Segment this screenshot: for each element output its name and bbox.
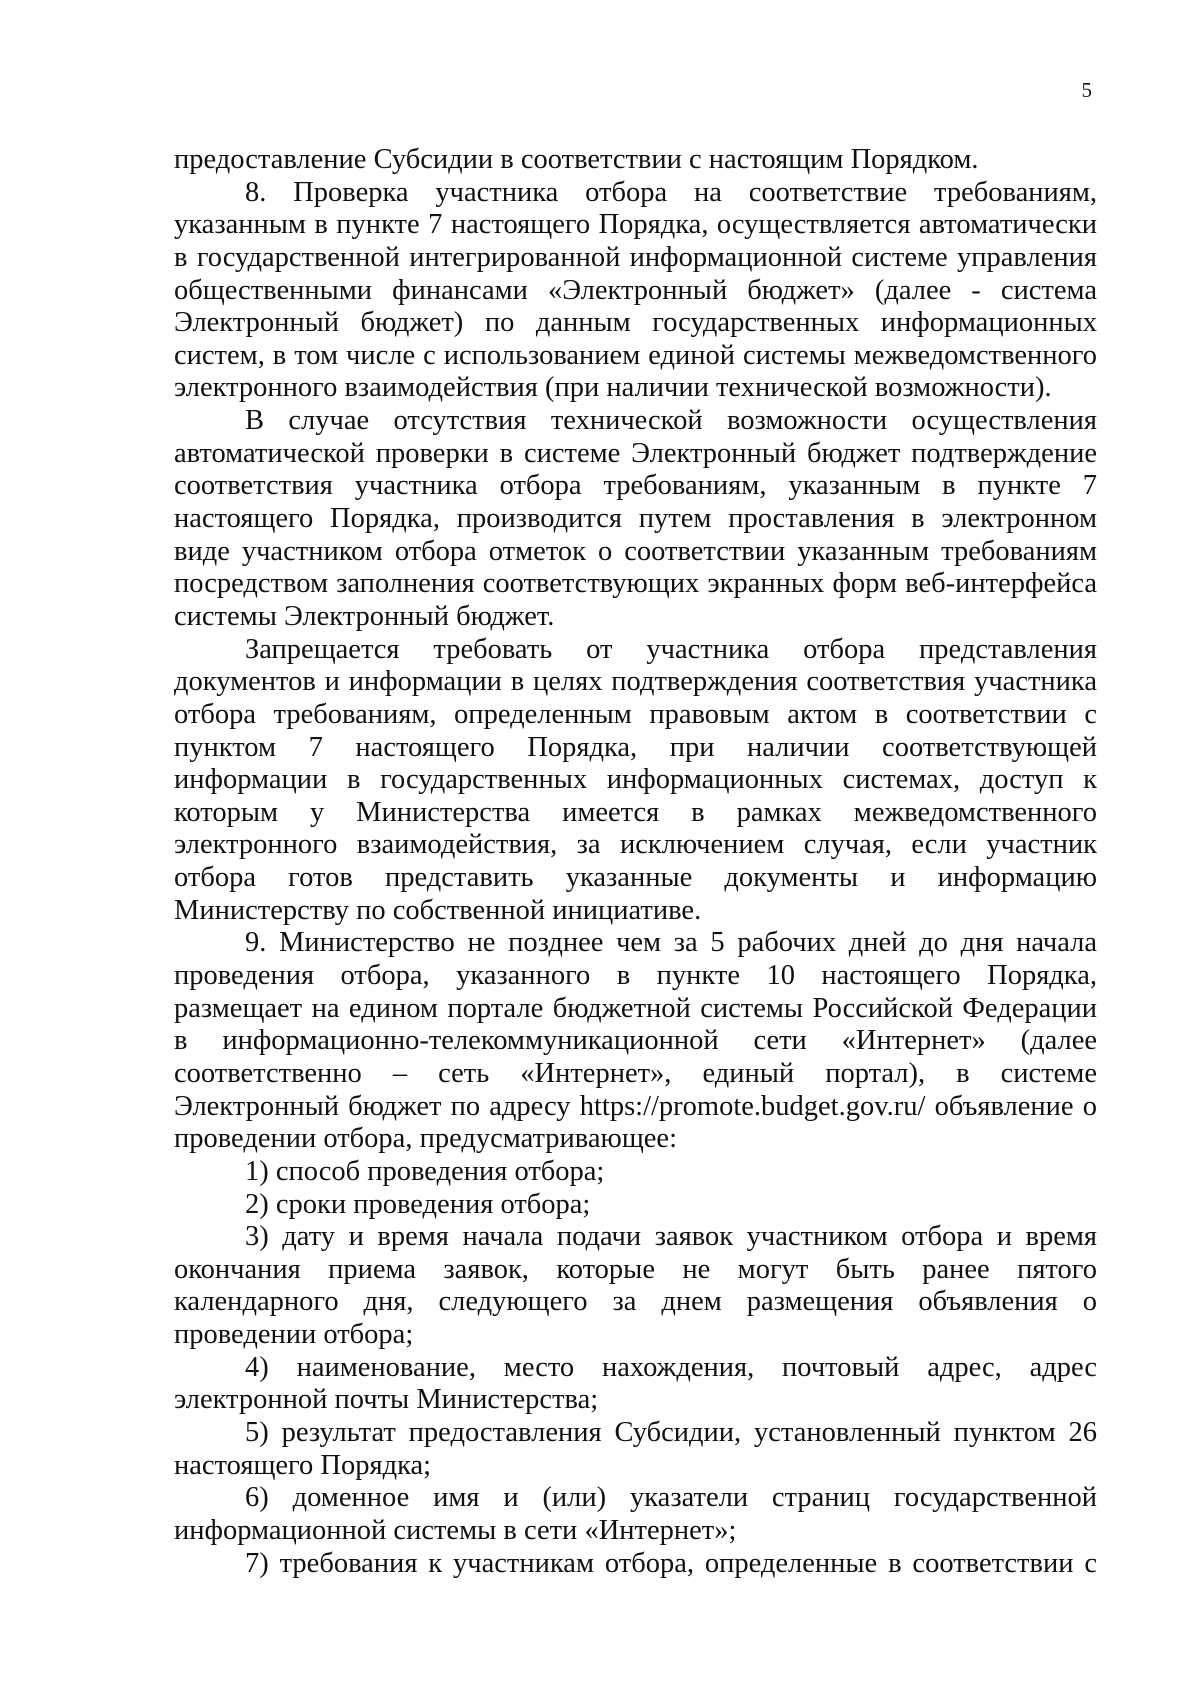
text-line: настоящего Порядка; bbox=[174, 1449, 432, 1481]
page-number: 5 bbox=[1081, 78, 1092, 102]
text-line: посредством заполнения соответствующих экранных форм веб-интерфейса bbox=[174, 568, 1097, 600]
text-line: в информационно-телекоммуникационной сети «Интернет» (далее bbox=[174, 1025, 1097, 1057]
text-line: пунктом 7 настоящего Порядка, при наличии соответствующей bbox=[174, 731, 1097, 763]
text-line: системы Электронный бюджет. bbox=[174, 600, 555, 632]
text-line: соответствия участника отбора требованиям, указанным в пункте 7 bbox=[174, 470, 1097, 502]
text-line: электронного взаимодействия (при наличии технической возможности). bbox=[174, 372, 1052, 404]
document-body bbox=[174, 144, 1097, 1580]
text-line: соответственно – сеть «Интернет», единый портал), в системе bbox=[174, 1057, 1097, 1089]
text-line: 4) наименование, место нахождения, почтовый адрес, адрес bbox=[245, 1351, 1097, 1383]
text-line: 8. Проверка участника отбора на соответствие требованиям, bbox=[245, 176, 1097, 208]
text-line: 1) способ проведения отбора; bbox=[245, 1155, 605, 1187]
text-line: в государственной интегрированной информационной системе управления bbox=[174, 241, 1097, 273]
text-line: электронной почты Министерства; bbox=[174, 1384, 599, 1416]
text-line: которым у Министерства имеется в рамках межведомственного bbox=[174, 796, 1097, 828]
text-line: отбора требованиям, определенным правовым актом в соответствии с bbox=[174, 698, 1097, 730]
text-line: размещает на едином портале бюджетной системы Российской Федерации bbox=[174, 992, 1097, 1024]
text-line: Запрещается требовать от участника отбора представления bbox=[245, 633, 1097, 665]
text-line: проведении отбора; bbox=[174, 1319, 414, 1351]
text-line: систем, в том числе с использованием единой системы межведомственного bbox=[174, 339, 1097, 371]
text-line: информации в государственных информационных системах, доступ к bbox=[174, 764, 1097, 796]
text-line: Министерству по собственной инициативе. bbox=[174, 894, 702, 926]
text-line: Электронный бюджет) по данным государственных информационных bbox=[174, 307, 1097, 339]
text-line: 2) сроки проведения отбора; bbox=[245, 1188, 591, 1220]
text-line: 6) доменное имя и (или) указатели страниц государственной bbox=[245, 1482, 1097, 1514]
text-line: настоящего Порядка, производится путем проставления в электронном bbox=[174, 503, 1097, 535]
text-line: Электронный бюджет по адресу https://promote.budget.gov.ru/ объявление о bbox=[174, 1090, 1097, 1122]
text-line: предоставление Субсидии в соответствии с настоящим Порядком. bbox=[174, 144, 979, 175]
text-line: проведения отбора, указанного в пункте 10 настоящего Порядка, bbox=[174, 960, 1097, 992]
text-line: 7) требования к участникам отбора, определенные в соответствии с bbox=[245, 1547, 1097, 1579]
text-line: проведении отбора, предусматривающее: bbox=[174, 1123, 677, 1155]
text-line: виде участником отбора отметок о соответствии указанным требованиям bbox=[174, 535, 1097, 567]
text-line: окончания приема заявок, которые не могут быть ранее пятого bbox=[174, 1253, 1097, 1285]
text-line: В случае отсутствия технической возможности осуществления bbox=[245, 405, 1097, 437]
text-line: документов и информации в целях подтверждения соответствия участника bbox=[174, 666, 1097, 698]
text-line: 9. Министерство не позднее чем за 5 рабочих дней до дня начала bbox=[245, 927, 1097, 959]
text-line: 5) результат предоставления Субсидии, установленный пунктом 26 bbox=[245, 1416, 1097, 1448]
text-line: информационной системы в сети «Интернет»; bbox=[174, 1514, 737, 1546]
text-line: отбора готов представить указанные документы и информацию bbox=[174, 862, 1097, 894]
text-line: автоматической проверки в системе Электронный бюджет подтверждение bbox=[174, 437, 1097, 469]
text-line: электронного взаимодействия, за исключением случая, если участник bbox=[174, 829, 1097, 861]
text-line: календарного дня, следующего за днем размещения объявления о bbox=[174, 1286, 1097, 1318]
text-line: 3) дату и время начала подачи заявок участником отбора и время bbox=[245, 1221, 1097, 1253]
text-line: общественными финансами «Электронный бюджет» (далее - система bbox=[174, 274, 1097, 306]
text-line: указанным в пункте 7 настоящего Порядка, осуществляется автоматически bbox=[174, 209, 1097, 241]
